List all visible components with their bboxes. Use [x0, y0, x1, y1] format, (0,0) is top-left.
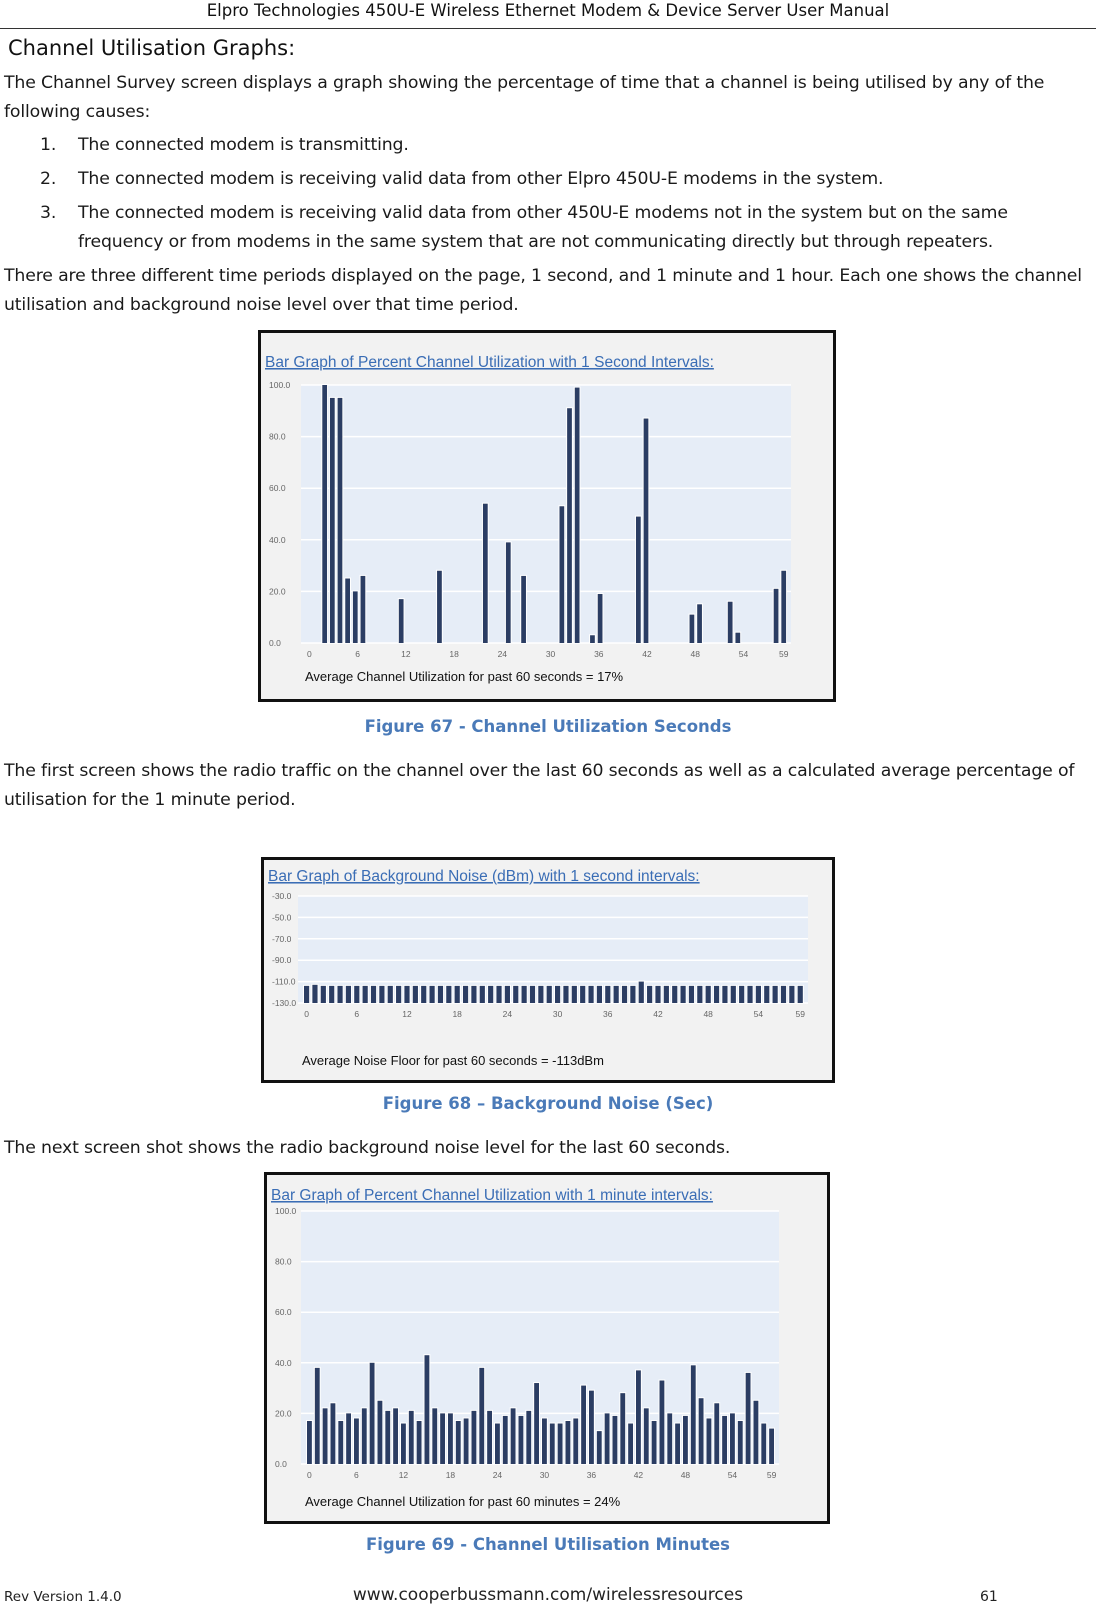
bar [636, 517, 641, 643]
bar [329, 986, 334, 1003]
bar [563, 986, 568, 1003]
bar [644, 419, 649, 643]
bar [550, 1424, 555, 1464]
bar [622, 986, 627, 1003]
x-tick-label: 24 [502, 1009, 513, 1019]
figure67-caption: Figure 67 - Channel Utilization Seconds [364, 717, 732, 736]
bar [774, 589, 779, 643]
bar [483, 504, 488, 643]
first-screen-paragraph: The first screen shows the radio traffic on the channel over the last 60 seconds as well as a calculated average percentage of utilisation for the 1 minute period. [4, 761, 1075, 810]
bar [655, 986, 660, 1003]
bar [522, 986, 527, 1003]
bar [331, 1403, 336, 1464]
bar [722, 986, 727, 1003]
y-tick-label: 40.0 [275, 1357, 292, 1368]
bar [396, 986, 401, 1003]
bar [417, 1421, 422, 1464]
bar [505, 986, 510, 1003]
x-tick-label: 36 [603, 1009, 613, 1019]
bar [432, 1408, 437, 1464]
figure68-caption: Figure 68 – Background Noise (Sec) [382, 1094, 714, 1113]
bar [399, 599, 404, 643]
y-tick-label: 60.0 [275, 1307, 292, 1318]
bar [456, 1421, 461, 1464]
y-tick-label: -50.0 [272, 912, 292, 923]
bar [714, 986, 719, 1003]
bar [463, 986, 468, 1003]
x-tick-label: 24 [492, 1470, 503, 1480]
bar [307, 1421, 312, 1464]
bar [664, 986, 669, 1003]
section-heading: Channel Utilisation Graphs: [8, 36, 296, 60]
bar [312, 985, 317, 1003]
bar [699, 1398, 704, 1464]
bar [566, 1421, 571, 1464]
list-text: The connected modem is transmitting. [78, 135, 409, 155]
chart-title: Bar Graph of Background Noise (dBm) with 1 second intervals: [268, 868, 700, 885]
x-tick-label: 0 [304, 1009, 309, 1019]
page-footer [0, 1587, 1096, 1609]
bar [547, 986, 552, 1003]
bar [413, 986, 418, 1003]
bar [506, 542, 511, 643]
bar [421, 986, 426, 1003]
bar [589, 1391, 594, 1464]
bar [739, 986, 744, 1003]
bar [559, 506, 564, 643]
bar [572, 986, 577, 1003]
y-tick-label: 0.0 [275, 1459, 287, 1469]
x-tick-label: 6 [355, 649, 360, 659]
y-tick-label: 20.0 [269, 586, 286, 597]
bar [707, 1418, 712, 1464]
x-tick-label: 12 [401, 649, 411, 659]
chart-title: Bar Graph of Percent Channel Utilization with 1 minute intervals: [271, 1187, 713, 1204]
bar [683, 1416, 688, 1464]
figure-background-noise [261, 857, 835, 1083]
x-tick-label: 18 [452, 1009, 462, 1019]
figure-channel-utilization-seconds [258, 330, 836, 702]
y-tick-label: 80.0 [269, 431, 286, 442]
x-tick-label: 36 [594, 649, 604, 659]
x-tick-label: 54 [727, 1470, 738, 1480]
bar [338, 398, 343, 643]
next-screen-paragraph: The next screen shot shows the radio background noise level for the last 60 seconds. [4, 1138, 731, 1158]
bar [614, 986, 619, 1003]
bar [322, 385, 327, 643]
bar [567, 408, 572, 643]
x-tick-label: 30 [539, 1470, 550, 1480]
bar [448, 1413, 453, 1464]
chart-utilization-seconds [261, 333, 833, 699]
bar [691, 1365, 696, 1464]
bar [446, 986, 451, 1003]
y-tick-label: -70.0 [272, 933, 292, 944]
bar [353, 591, 358, 643]
bar [789, 986, 794, 1003]
bar [488, 986, 493, 1003]
x-tick-label: 6 [354, 1009, 360, 1019]
bar [605, 986, 610, 1003]
bar [393, 1408, 398, 1464]
bar [538, 986, 543, 1003]
bar [573, 1418, 578, 1464]
bar [401, 1424, 406, 1464]
bar [430, 986, 435, 1003]
bar [672, 986, 677, 1003]
bar [597, 1431, 602, 1464]
y-tick-label: 100.0 [275, 1206, 297, 1216]
y-tick-label: -30.0 [272, 891, 292, 901]
bar [346, 986, 351, 1003]
x-tick-label: 59 [766, 1470, 777, 1480]
manual-title: Elpro Technologies 450U-E Wireless Ethernet Modem & Device Server User Manual [206, 1, 890, 20]
bar [480, 986, 485, 1003]
bar [345, 579, 350, 644]
bar [735, 633, 740, 643]
bar [378, 1401, 383, 1464]
bar [588, 986, 593, 1003]
bar [598, 594, 603, 643]
bar [697, 986, 702, 1003]
bar [613, 1416, 618, 1464]
bar [379, 986, 384, 1003]
bar [636, 1370, 641, 1464]
intro-paragraph: The Channel Survey screen displays a graph showing the percentage of time that a channel is being utilised by any of the following causes: [4, 73, 1045, 122]
bar [754, 1401, 759, 1464]
x-tick-label: 59 [778, 649, 789, 659]
bar [773, 986, 778, 1003]
bar [714, 1403, 719, 1464]
bar [472, 1411, 477, 1464]
bar [542, 1418, 547, 1464]
bar [530, 986, 535, 1003]
bar [756, 986, 761, 1003]
chart-footnote: Average Noise Floor for past 60 seconds = -113dBm [302, 1053, 604, 1068]
bar [437, 571, 442, 643]
x-tick-label: 18 [445, 1470, 456, 1480]
x-tick-label: 48 [680, 1470, 691, 1480]
bar [722, 1416, 727, 1464]
x-tick-label: 24 [497, 649, 508, 659]
figure-channel-utilization-minutes [264, 1172, 830, 1524]
x-tick-label: 12 [398, 1470, 409, 1480]
x-tick-label: 18 [449, 649, 459, 659]
y-tick-label: 60.0 [269, 483, 286, 494]
x-tick-label: 30 [545, 649, 556, 659]
bar [354, 986, 359, 1003]
bar [731, 986, 736, 1003]
bar [409, 1411, 414, 1464]
bar [519, 1416, 524, 1464]
x-tick-label: 54 [753, 1009, 764, 1019]
page-header [0, 0, 1096, 29]
x-tick-label: 59 [795, 1009, 805, 1019]
bar [479, 1368, 484, 1464]
bar [354, 1418, 359, 1464]
bar [323, 1408, 328, 1464]
bar [697, 604, 702, 643]
bar [761, 1424, 766, 1464]
bar [346, 1413, 351, 1464]
page-number: 61 [980, 1589, 998, 1605]
bar [575, 388, 580, 643]
bar [495, 1424, 500, 1464]
bar [681, 986, 686, 1003]
bar [388, 986, 393, 1003]
bar [464, 1418, 469, 1464]
bar [513, 986, 518, 1003]
x-tick-label: 6 [354, 1470, 359, 1480]
bar [620, 1393, 625, 1464]
bar [798, 986, 803, 1003]
x-tick-label: 48 [690, 649, 701, 659]
bar [321, 986, 326, 1003]
chart-footnote: Average Channel Utilization for past 60 seconds = 17% [305, 669, 624, 684]
bar [769, 1429, 774, 1464]
periods-paragraph: There are three different time periods displayed on the page, 1 second, and 1 minute and 1 hour. Each one shows the channel utilisation and background noise level over that time period. [4, 266, 1082, 315]
x-tick-label: 42 [653, 1009, 663, 1019]
bar [496, 986, 501, 1003]
bar [689, 986, 694, 1003]
bar [738, 1421, 743, 1464]
bar [764, 986, 769, 1003]
chart-utilization-minutes [267, 1175, 827, 1521]
bar [728, 602, 733, 643]
bar [526, 1411, 531, 1464]
bar [304, 986, 309, 1003]
bar [581, 1386, 586, 1464]
bar [361, 576, 366, 643]
chart-footnote: Average Channel Utilization for past 60 minutes = 24% [305, 1494, 621, 1509]
bar [675, 1424, 680, 1464]
bar [471, 986, 476, 1003]
bar [580, 986, 585, 1003]
x-tick-label: 42 [633, 1470, 644, 1480]
chart-background-noise [264, 860, 832, 1080]
bar [590, 635, 595, 643]
bar [363, 986, 368, 1003]
x-tick-label: 54 [738, 649, 749, 659]
x-tick-label: 48 [703, 1009, 713, 1019]
x-tick-label: 12 [402, 1009, 412, 1019]
bar [385, 1411, 390, 1464]
bar [628, 1424, 633, 1464]
bar [781, 986, 786, 1003]
y-tick-label: 40.0 [269, 534, 286, 545]
bar [330, 398, 335, 643]
chart-title: Bar Graph of Percent Channel Utilization with 1 Second Intervals: [265, 354, 714, 371]
bar [644, 1408, 649, 1464]
bar [555, 986, 560, 1003]
bar [371, 986, 376, 1003]
bar [521, 576, 526, 643]
list-number: 3. [40, 203, 57, 223]
bar [370, 1363, 375, 1464]
bar [362, 1408, 367, 1464]
y-tick-label: -90.0 [272, 955, 292, 966]
list-number: 1. [40, 135, 57, 155]
bar [706, 986, 711, 1003]
bar [730, 1413, 735, 1464]
bar [503, 1416, 508, 1464]
x-tick-label: 0 [307, 1470, 312, 1480]
bar [667, 1413, 672, 1464]
bar [690, 615, 695, 643]
bar [338, 1421, 343, 1464]
y-tick-label: 0.0 [269, 638, 281, 648]
x-tick-label: 30 [552, 1009, 563, 1019]
bar [425, 1355, 430, 1464]
list-text: The connected modem is receiving valid data from other Elpro 450U-E modems in the system. [78, 169, 884, 189]
footer-url-link[interactable]: www.cooperbussmann.com/wirelessresources [352, 1585, 744, 1605]
bar [511, 1408, 516, 1464]
x-tick-label: 0 [307, 649, 312, 659]
bar [455, 986, 460, 1003]
bar [605, 1413, 610, 1464]
bar [315, 1368, 320, 1464]
bar [440, 1413, 445, 1464]
bar [337, 986, 342, 1003]
revision-version: Rev Version 1.4.0 [4, 1589, 122, 1605]
bar [660, 1381, 665, 1464]
y-tick-label: -110.0 [272, 976, 296, 987]
bar [438, 986, 443, 1003]
bar [746, 1373, 751, 1464]
bar [597, 986, 602, 1003]
list-text: The connected modem is receiving valid data from other 450U-E modems not in the system but on the same frequency or from modems in the same system that are not communicating directly but through repeaters. [78, 203, 1008, 252]
bar [558, 1424, 563, 1464]
bar [647, 986, 652, 1003]
figure69-caption: Figure 69 - Channel Utilisation Minutes [366, 1535, 730, 1554]
y-tick-label: 100.0 [269, 380, 291, 390]
bar [639, 982, 644, 1003]
bar [747, 986, 752, 1003]
x-tick-label: 36 [586, 1470, 597, 1480]
bar [781, 571, 786, 643]
plot-area [301, 385, 791, 643]
list-number: 2. [40, 169, 57, 189]
y-tick-label: 80.0 [275, 1256, 292, 1267]
bar [534, 1383, 539, 1464]
x-tick-label: 42 [642, 649, 652, 659]
y-tick-label: 20.0 [275, 1408, 292, 1419]
bar [487, 1411, 492, 1464]
bar [404, 986, 409, 1003]
bar [630, 986, 635, 1003]
y-tick-label: -130.0 [272, 998, 297, 1008]
bar [652, 1421, 657, 1464]
